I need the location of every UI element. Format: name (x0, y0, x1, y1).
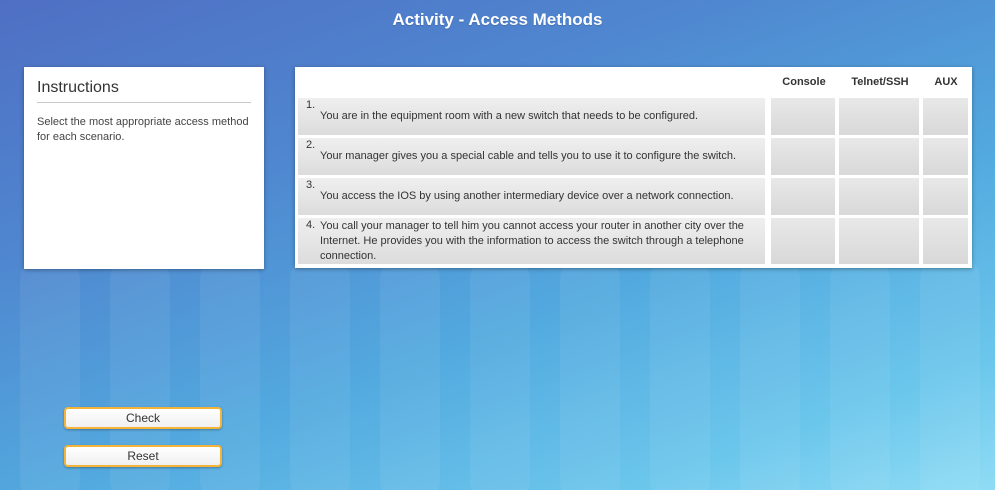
instructions-heading: Instructions (37, 79, 251, 103)
scenario-number: 2. (306, 139, 316, 151)
drop-cell-console[interactable] (771, 98, 835, 135)
scenario-text (298, 98, 765, 135)
scenario-number: 1. (306, 99, 316, 111)
scenario-number: 3. (306, 179, 316, 191)
drop-cell-telnet-ssh[interactable] (839, 218, 919, 264)
drop-cell-telnet-ssh[interactable] (839, 138, 919, 175)
drop-cell-telnet-ssh[interactable] (839, 178, 919, 215)
drop-cell-aux[interactable] (923, 138, 968, 175)
instructions-panel (24, 67, 264, 269)
column-header-aux: AUX (934, 76, 958, 88)
scenario-description: You access the IOS by using another intermediary device over a network connection. (320, 190, 734, 202)
drop-cell-console[interactable] (771, 138, 835, 175)
instructions-text: Select the most appropriate access method for each scenario. (37, 116, 249, 143)
drop-cell-telnet-ssh[interactable] (839, 98, 919, 135)
column-header-telnet-ssh: Telnet/SSH (851, 76, 909, 88)
page-title: Activity - Access Methods (392, 10, 603, 29)
check-button[interactable]: Check (64, 407, 222, 429)
drop-cell-console[interactable] (771, 178, 835, 215)
drop-cell-aux[interactable] (923, 98, 968, 135)
scenario-text (298, 178, 765, 215)
scenario-text (298, 138, 765, 175)
scenario-number: 4. (306, 219, 316, 231)
scenario-description: You are in the equipment room with a new switch that needs to be configured. (320, 110, 699, 122)
drop-cell-console[interactable] (771, 218, 835, 264)
activity-table (295, 67, 972, 268)
reset-button[interactable]: Reset (64, 445, 222, 467)
scenario-description: You call your manager to tell him you cannot access your router in another city over the Internet. He provides you with the information to access the switch through a telephone connection. (320, 219, 744, 262)
scenario-description: Your manager gives you a special cable and tells you to use it to configure the switch. (320, 150, 737, 162)
column-header-console: Console (782, 76, 826, 88)
drop-cell-aux[interactable] (923, 178, 968, 215)
scenario-text (298, 218, 765, 264)
drop-cell-aux[interactable] (923, 218, 968, 264)
